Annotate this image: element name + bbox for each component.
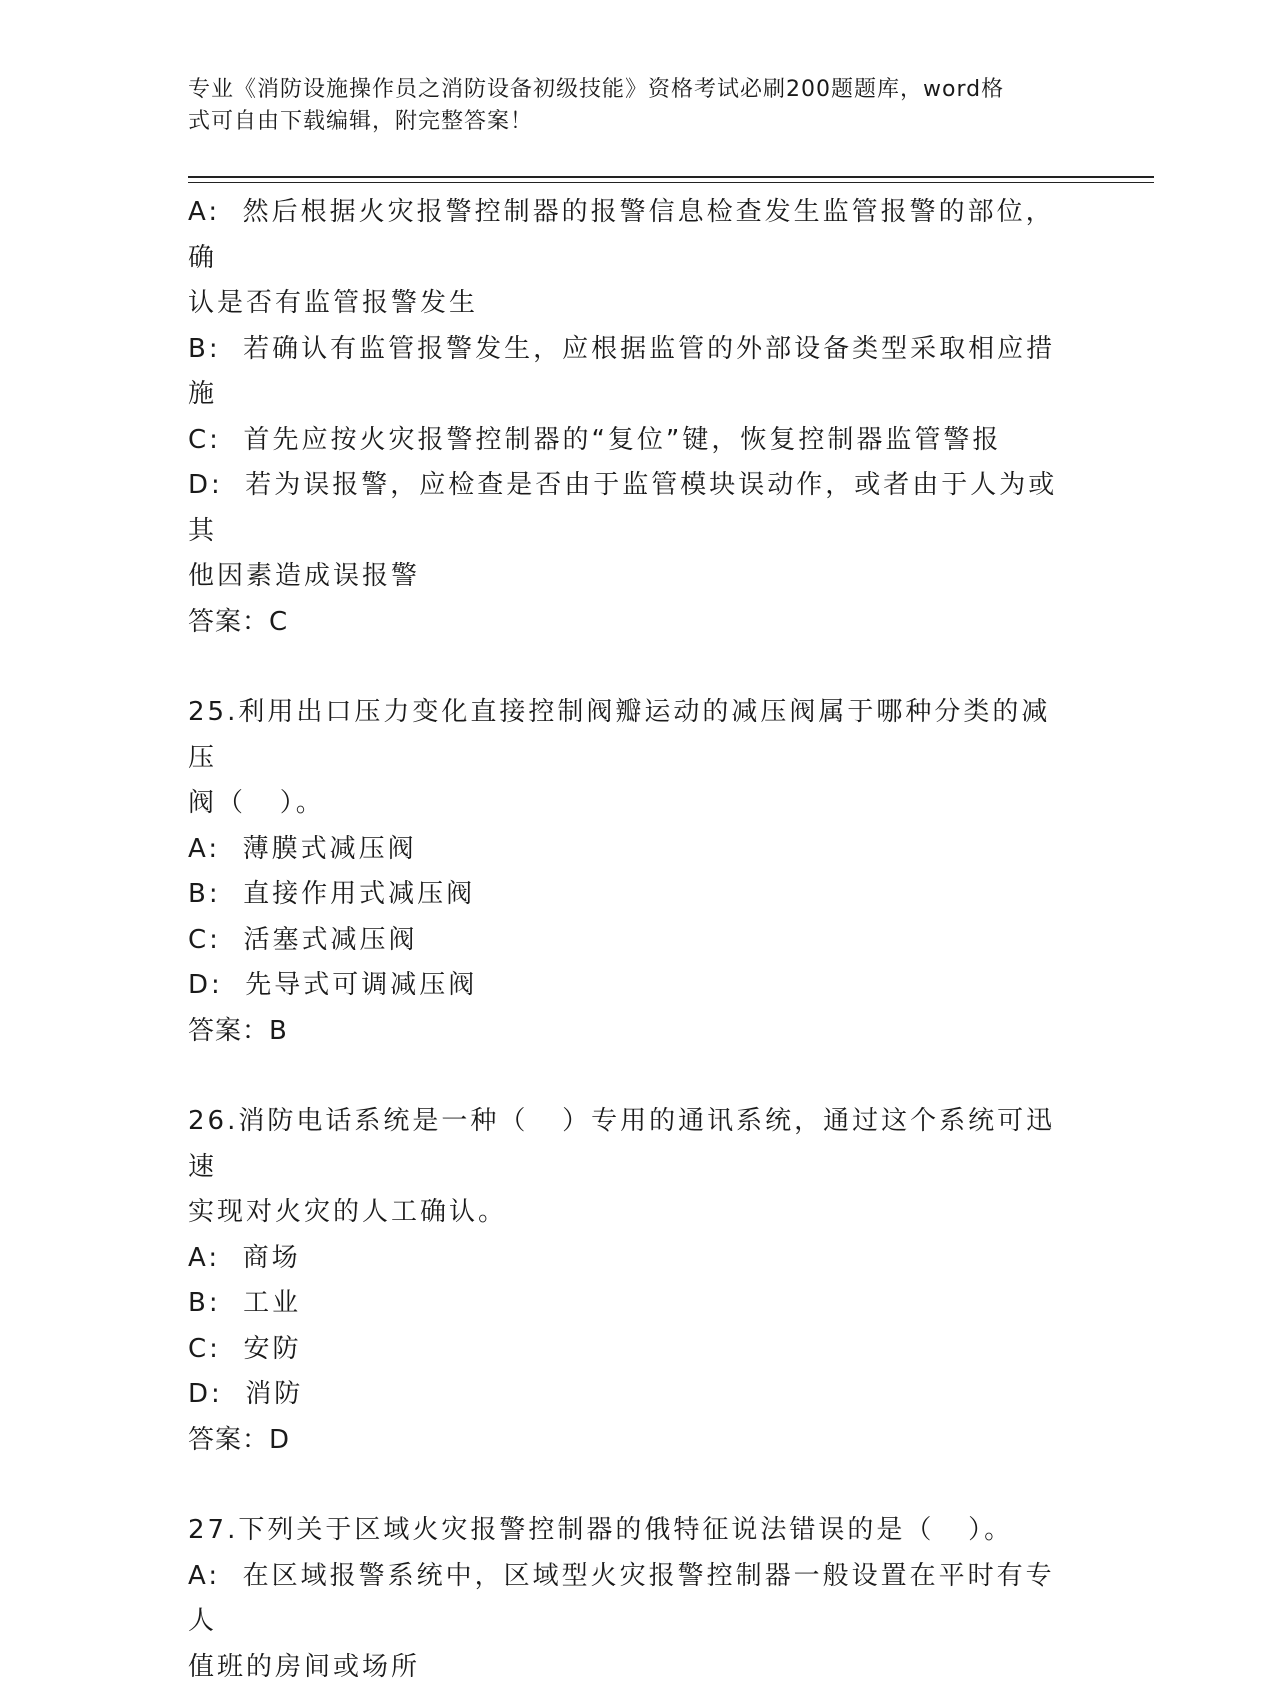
option-a: A: 商场 bbox=[188, 1236, 1068, 1282]
question-stem-line-2: 实现对火灾的人工确认。 bbox=[188, 1190, 1068, 1236]
question-26-block bbox=[188, 1099, 1068, 1463]
option-d-line-1: D: 若为误报警，应检查是否由于监管模块误动作，或者由于人为或其 bbox=[188, 463, 1068, 554]
question-25-block bbox=[188, 690, 1068, 1054]
option-a-line-1: A: 在区域报警系统中，区域型火灾报警控制器一般设置在平时有专人 bbox=[188, 1554, 1068, 1645]
option-a: A: 薄膜式减压阀 bbox=[188, 827, 1068, 873]
option-d: D: 消防 bbox=[188, 1372, 1068, 1418]
question-content bbox=[188, 190, 1068, 1690]
option-d: D: 先导式可调减压阀 bbox=[188, 963, 1068, 1009]
answer-label: 答案：B bbox=[188, 1009, 1068, 1055]
option-c: C: 安防 bbox=[188, 1327, 1068, 1373]
spacer bbox=[188, 1463, 1068, 1508]
header-divider-thin bbox=[188, 182, 1154, 183]
answer-label: 答案：D bbox=[188, 1418, 1068, 1464]
question-stem: 27.下列关于区域火灾报警控制器的俄特征说法错误的是（ ）。 bbox=[188, 1508, 1068, 1554]
spacer bbox=[188, 645, 1068, 690]
document-header bbox=[188, 74, 1068, 138]
option-c: C: 首先应按火灾报警控制器的“复位”键，恢复控制器监管警报 bbox=[188, 418, 1068, 464]
question-stem-line-1: 26.消防电话系统是一种（ ）专用的通讯系统，通过这个系统可迅速 bbox=[188, 1099, 1068, 1190]
option-a-line-2: 认是否有监管报警发生 bbox=[188, 281, 1068, 327]
option-d-line-2: 他因素造成误报警 bbox=[188, 554, 1068, 600]
answer-label: 答案：C bbox=[188, 600, 1068, 646]
option-c: C: 活塞式减压阀 bbox=[188, 918, 1068, 964]
option-a-line-2: 值班的房间或场所 bbox=[188, 1645, 1068, 1690]
question-27-block bbox=[188, 1508, 1068, 1690]
question-stem-line-1: 25.利用出口压力变化直接控制阀瓣运动的减压阀属于哪种分类的减压 bbox=[188, 690, 1068, 781]
question-24-block bbox=[188, 190, 1068, 645]
option-a-line-1: A: 然后根据火灾报警控制器的报警信息检查发生监管报警的部位，确 bbox=[188, 190, 1068, 281]
header-line-1: 专业《消防设施操作员之消防设备初级技能》资格考试必刷200题题库，word格 bbox=[188, 74, 1068, 106]
spacer bbox=[188, 1054, 1068, 1099]
question-stem-line-2: 阀（ ）。 bbox=[188, 781, 1068, 827]
header-divider-thick bbox=[188, 176, 1154, 178]
header-line-2: 式可自由下载编辑，附完整答案！ bbox=[188, 106, 1068, 138]
option-b: B: 若确认有监管报警发生，应根据监管的外部设备类型采取相应措施 bbox=[188, 327, 1068, 418]
option-b: B: 工业 bbox=[188, 1281, 1068, 1327]
option-b: B: 直接作用式减压阀 bbox=[188, 872, 1068, 918]
